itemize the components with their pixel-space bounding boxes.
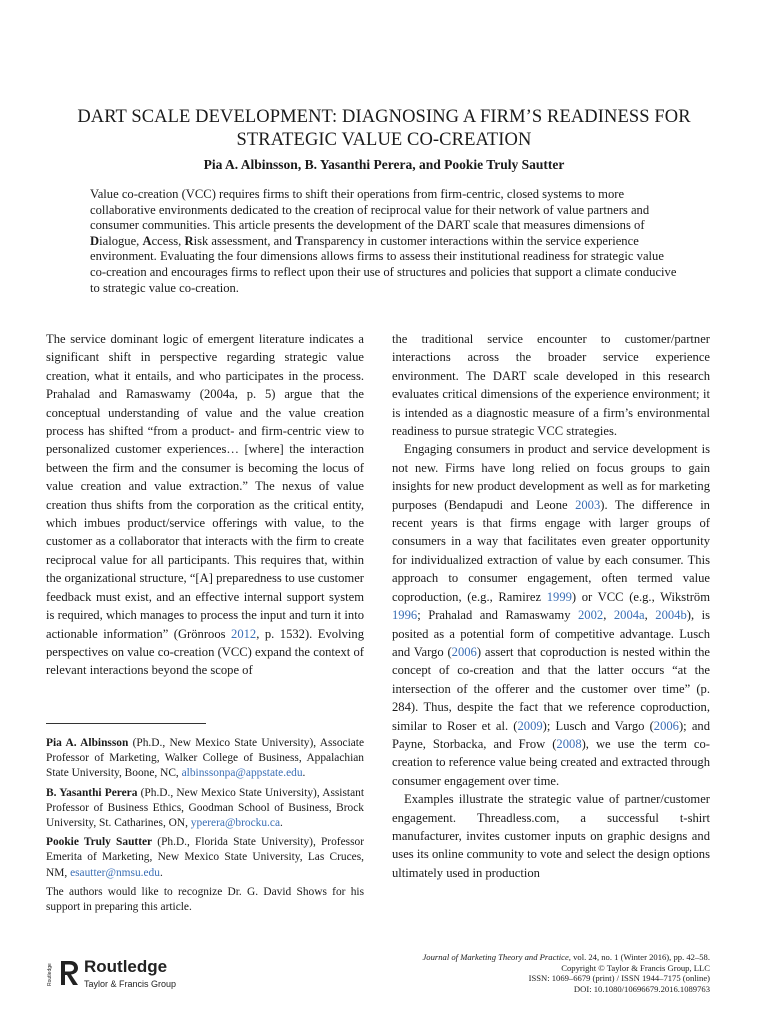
author-notes xyxy=(46,736,364,919)
author-name: Pia A. Albinsson xyxy=(46,737,129,749)
note-text: (Ph.D., New Mexico State University), Assistant Professor of Business Ethics, Goodman School of Business, Brock University, St. Catharines, ON, xyxy=(46,786,364,830)
article-title xyxy=(40,106,728,152)
body-text: ) assert that coproduction is nested within the concept of co-creation and that the latter occurs “at the intersection of the offerer and the customer over time” (p. 284). Thus, despite the fact that we reference coproduction, similar to Roser et al. ( xyxy=(392,644,710,733)
abstract-text: ccess, xyxy=(151,233,185,248)
left-paragraph-1 xyxy=(46,330,364,680)
body-text: The service dominant logic of emergent literature indicates a significant shift in perspective regarding strategic value creation, what it entails, and who participates in the process. Prahalad and Ramaswamy (2004a, p. 5) argue that the conceptual understanding of value and the value creation process has shifted “from a product- and firm-centric view to personalized customer experiences… [where] the interaction between the firm and the consumer is becoming the locus of value creation and value extraction.” The nexus of value creation thus shifts from the corporation as the critical entity, which imbues product/service offerings with value, to the customer as a collaborator that interacts with the firm to create reciprocal value for all participants. This requires that, within the organizational structure, “[A] preparedness to use customer feedback must exist, and an effective internal support system is required, which manages to process the input and turn it into actionable information” (Grönroos xyxy=(46,332,364,641)
body-text: , p. 1532). Evolving perspectives on value co-creation (VCC) expand the context of relevant interactions beyond the scope of xyxy=(46,626,364,678)
acknowledgment: The authors would like to recognize Dr. G. David Shows for his support in preparing this article. xyxy=(46,885,364,914)
journal-doi: DOI: 10.1080/10696679.2016.1089763 xyxy=(573,983,710,994)
author-name: B. Yasanthi Perera xyxy=(46,786,138,799)
footnote-rule xyxy=(46,723,206,724)
abstract-d: D xyxy=(90,233,100,248)
author-note-3 xyxy=(46,835,364,881)
body-text: , xyxy=(603,608,614,623)
right-column xyxy=(392,330,710,882)
journal-info xyxy=(350,952,710,994)
body-text: ); and Payne, Storbacka, and Frow ( xyxy=(392,718,711,751)
publisher-logo xyxy=(46,957,246,995)
citation-link[interactable]: 2003 xyxy=(575,497,601,512)
journal-citation xyxy=(350,952,710,963)
citation-link[interactable]: 2008 xyxy=(556,736,582,751)
note-text: (Ph.D., Florida State University), Professor Emerita of Marketing, New Mexico State University, Las Cruces, NM, xyxy=(46,836,364,879)
citation-link[interactable]: 2012 xyxy=(231,626,257,641)
logo-subtitle: Taylor & Francis Group xyxy=(84,979,177,989)
body-text: ) or VCC (e.g., Wikström xyxy=(571,589,710,604)
abstract-a: A xyxy=(142,233,152,248)
citation-link[interactable]: 2006 xyxy=(653,718,679,733)
body-text: , xyxy=(644,608,656,623)
email-link[interactable]: esautter@nmsu.edu xyxy=(70,866,160,879)
abstract-t: T xyxy=(295,233,304,248)
body-text: ); Lusch and Vargo ( xyxy=(542,718,654,733)
author-list: Pia A. Albinsson, B. Yasanthi Perera, and Pookie Truly Sautter xyxy=(203,157,565,172)
author-note-2 xyxy=(46,786,364,832)
citation-link[interactable]: 2004a xyxy=(613,608,645,623)
body-text: ; Prahalad and Ramaswamy xyxy=(417,608,578,623)
journal-name: Journal of Marketing Theory and Practice xyxy=(422,952,569,962)
abstract-r: R xyxy=(184,233,194,248)
citation-link[interactable]: 2006 xyxy=(451,644,477,659)
left-column xyxy=(46,330,364,680)
right-paragraph-1: the traditional service encounter to customer/partner interactions across the broader service experience environment. The DART scale developed in this research evaluates critical dimensions of the experience environment; it is intended as a diagnostic measure of a firm’s environmental readiness to pursue strategic VCC strategies. xyxy=(392,332,710,439)
body-text: Engaging consumers in product and service development is not new. Firms have long relied on focus groups to gain insights for new product development as well as for marketing purposes (Bendapudi and Leone xyxy=(392,442,710,512)
citation-link[interactable]: 2009 xyxy=(517,718,543,733)
abstract-text: ialogue, xyxy=(99,233,143,248)
journal-issn: ISSN: 1069–6679 (print) / ISSN 1944–7175 (online) xyxy=(528,973,710,984)
note-text: (Ph.D., New Mexico State University), Associate Professor of Marketing, Walker College of Business, Appalachian State University, Boone, NC, xyxy=(46,737,365,780)
routledge-r-icon xyxy=(58,959,80,987)
body-text: ), is posited as a potential form of competitive advantage. Lusch and Vargo ( xyxy=(392,608,711,659)
citation-link[interactable]: 1999 xyxy=(546,589,572,604)
title-line-1: DART SCALE DEVELOPMENT: DIAGNOSING A FIRM’S READINESS FOR xyxy=(77,107,691,127)
title-line-2: STRATEGIC VALUE CO-CREATION xyxy=(236,130,532,150)
journal-details: , vol. 24, no. 1 (Winter 2016), pp. 42–58. xyxy=(568,952,710,962)
citation-link[interactable]: 2004b xyxy=(655,608,687,623)
email-link[interactable]: yperera@brocku.ca xyxy=(190,817,281,830)
journal-copyright: Copyright © Taylor & Francis Group, LLC xyxy=(561,962,710,973)
author-name: Pookie Truly Sautter xyxy=(46,836,153,849)
body-text: ). The difference in recent years is that firms engage with larger groups of consumers in a way that facilitates even greater opportunity for individualized extraction of value by each consumer. This approach to consumer engagement, often termed value coproduction, (e.g., Ramirez xyxy=(392,497,710,604)
note-text: . xyxy=(159,866,163,879)
email-link[interactable]: albinssonpa@appstate.edu xyxy=(181,767,303,780)
body-text: ), we use the term co-creation to reference value being created and extracted through consumer engagement over time. xyxy=(392,736,710,788)
abstract-text: Value co-creation (VCC) requires firms to shift their operations from firm-centric, closed systems to more collaborative environments dedicated to the creation of reciprocal value for their network of value partners and consumer communities. This article presents the development of the DART scale that measures dimensions of xyxy=(90,187,650,233)
abstract-text: isk assessment, and xyxy=(193,233,296,248)
note-text: . xyxy=(280,817,283,830)
right-paragraph-2 xyxy=(392,440,710,790)
logo-brand: Routledge xyxy=(84,957,168,976)
note-text: . xyxy=(302,767,306,780)
author-note-1 xyxy=(46,736,364,782)
abstract-text: ransparency in customer interactions within the service experience environment. Evaluating the four dimensions allows firms to assess their institutional readiness for strategic value co-creation and encourages firms to reflect upon their use of structures and policies that support a climate conducive to strategic value co-creation. xyxy=(90,233,677,295)
abstract xyxy=(90,187,678,296)
citation-link[interactable]: 1996 xyxy=(392,608,418,623)
logo-side-text: Routledge xyxy=(47,963,53,987)
citation-link[interactable]: 2002 xyxy=(578,608,604,623)
right-paragraph-3: Examples illustrate the strategic value of partner/customer engagement. Threadless.com, a successful t-shirt manufacturer, invites customer inputs on graphic designs and uses its online community to vote and select the design options ultimately used in production xyxy=(392,792,710,880)
